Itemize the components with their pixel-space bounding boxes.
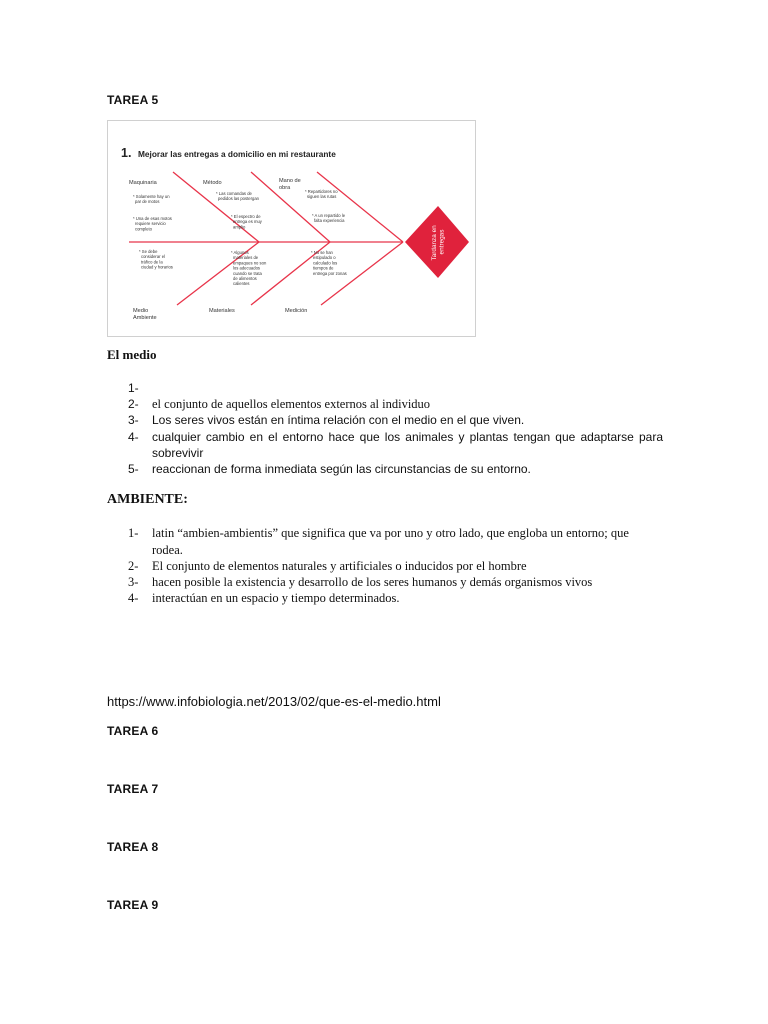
- cause-maquinaria-1: * Solamente hay un par de motos: [133, 194, 170, 205]
- list-text: El conjunto de elementos naturales y artificiales o inducidos por el hombre: [152, 559, 527, 573]
- list-item: [128, 429, 663, 461]
- list-item: [128, 574, 668, 591]
- list-number: 3-: [128, 413, 139, 427]
- list-number: 2-: [128, 397, 139, 411]
- list-number: 2-: [128, 559, 139, 573]
- diagram-title: Mejorar las entregas a domicilio en mi restaurante: [138, 149, 336, 159]
- list-item: [128, 525, 658, 558]
- effect-label-1: Tardanza en: [431, 225, 438, 261]
- el-medio-heading: El medio: [107, 347, 157, 362]
- list-text: Los seres vivos están en íntima relación con el medio en el que viven.: [152, 413, 525, 427]
- cause-mano-de-obra-2: * A un repartido le falta experiencia: [312, 213, 346, 224]
- category-materiales: Materiales: [209, 308, 235, 314]
- tarea9-heading: TAREA 9: [107, 898, 159, 912]
- list-text: latin “ambien-ambientis” que significa que va por uno y otro lado, que engloba un entorno; que rodea.: [152, 526, 629, 557]
- category-metodo: Método: [203, 180, 222, 186]
- list-item: [128, 461, 668, 477]
- category-maquinaria: Maquinaria: [129, 180, 157, 186]
- ambiente-heading: AMBIENTE:: [107, 492, 188, 507]
- list-text: cualquier cambio en el entorno hace que los animales y plantas tengan que adaptarse para sobrevivir: [152, 430, 663, 460]
- cause-maquinaria-2: * Una de esas motos requiere servicio completo: [133, 216, 172, 232]
- cause-materiales-1: * Algunos materiales de empaques no son los adecuados cuando se trata de alimentos calientes: [231, 250, 267, 287]
- list-item: [128, 396, 668, 413]
- list-number: 1-: [128, 526, 139, 540]
- cause-metodo-1: * Las comandas de pedidos las postergan: [216, 191, 259, 202]
- list-item: [128, 590, 668, 607]
- category-mano-de-obra: Mano de obra: [279, 178, 301, 191]
- category-medio-ambiente: Medio Ambiente: [133, 308, 157, 321]
- tarea6-heading: TAREA 6: [107, 724, 159, 738]
- list-text: el conjunto de aquellos elementos externos al individuo: [152, 397, 431, 411]
- source-url[interactable]: https://www.infobiologia.net/2013/02/que-es-el-medio.html: [107, 694, 441, 709]
- list-text: hacen posible la existencia y desarrollo de los seres humanos y demás organismos vivos: [152, 575, 593, 589]
- tarea5-heading: TAREA 5: [107, 93, 159, 107]
- diagram-title-number: 1.: [121, 146, 132, 160]
- category-medicion: Medición: [285, 308, 308, 314]
- list-item: [128, 558, 668, 575]
- tarea7-heading: TAREA 7: [107, 782, 159, 796]
- list-number: 4-: [128, 591, 139, 605]
- effect-label-2: entregas: [438, 229, 446, 255]
- list-number: 5-: [128, 462, 139, 476]
- list-number: 3-: [128, 575, 139, 589]
- list-text: interactúan en un espacio y tiempo determinados.: [152, 591, 400, 605]
- cause-mano-de-obra-1: * Repartidores no siguen las rutas: [305, 189, 338, 200]
- cause-metodo-2: * El espectro de entrega es muy amplio: [231, 214, 262, 230]
- list-number: 4-: [128, 430, 139, 444]
- list-text: reaccionan de forma inmediata según las circunstancias de su entorno.: [152, 462, 531, 476]
- list-item: [128, 412, 668, 428]
- list-number: 1-: [128, 381, 139, 395]
- cause-medicion-1: * No se han estipulado o calculado los tiempos de entrega por zonas: [311, 250, 347, 276]
- cause-medio-ambiente-1: * Se debe considerar el tráfico de la ciudad y horarios: [139, 249, 173, 270]
- tarea8-heading: TAREA 8: [107, 840, 159, 854]
- fishbone-diagram: [107, 120, 476, 337]
